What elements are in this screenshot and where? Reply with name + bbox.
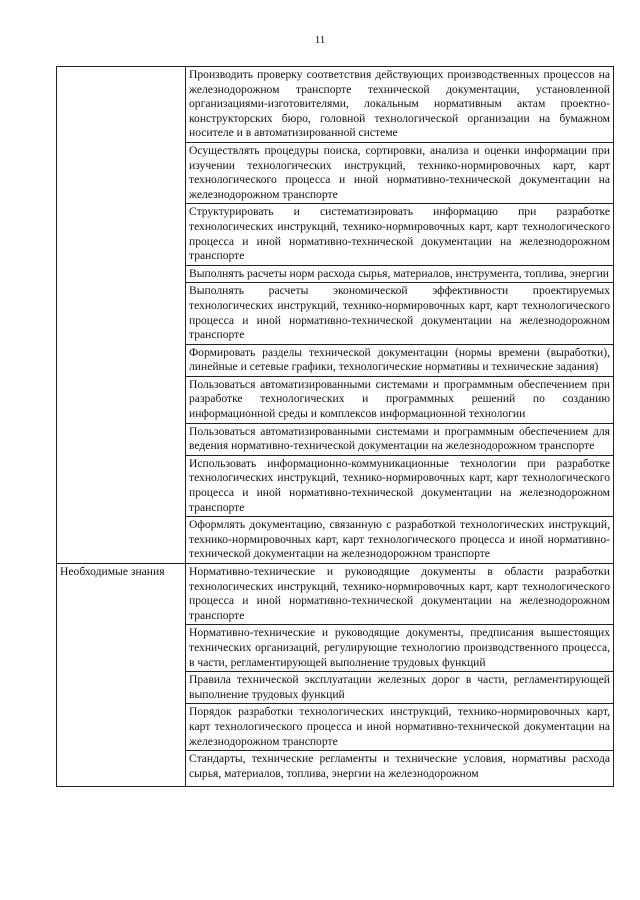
table-row xyxy=(57,67,614,143)
skill-item: Пользоваться автоматизированными системами и программным обеспечением при разработке технологических и программных решений по созданию информационной среды и комплексов информационной технологии xyxy=(186,376,614,423)
skills-label-cell xyxy=(57,67,186,564)
knowledge-item: Нормативно-технические и руководящие документы в области разработки технологических инструкций, технико-нормировочных карт, карт технологического процесса и иной нормативно-технической документации на железнодорожном транспорте xyxy=(186,564,614,625)
skill-item: Выполнять расчеты экономической эффективности проектируемых технологических инструкций, технико-нормировочных карт, карт технологического процесса и иной нормативно-технической документации на железнодорожном транспорте xyxy=(186,283,614,344)
skill-item: Выполнять расчеты норм расхода сырья, материалов, инструмента, топлива, энергии xyxy=(186,265,614,283)
page-number: 11 xyxy=(314,34,326,46)
skill-item: Оформлять документацию, связанную с разработкой технологических инструкций, технико-нормировочных карт, карт технологического процесса и иной нормативно-технической документации на железнодорожном транспорте xyxy=(186,517,614,564)
skill-item: Осуществлять процедуры поиска, сортировки, анализа и оценки информации при изучении технологических инструкций, технико-нормировочных карт, карт технологического процесса и иной нормативно-технической документации на железнодорожном транспорте xyxy=(186,142,614,203)
knowledge-label-cell: Необходимые знания xyxy=(57,564,186,787)
requirements-table xyxy=(56,66,614,787)
knowledge-item: Нормативно-технические и руководящие документы, предписания вышестоящих технических организаций, регулирующие технологию производственного процесса, в части, регламентирующей выполнение трудовых функций xyxy=(186,625,614,672)
skill-item: Формировать разделы технической документации (нормы времени (выработки), линейные и сетевые графики, технологические нормативы и технические задания) xyxy=(186,344,614,376)
knowledge-item: Порядок разработки технологических инструкций, технико-нормировочных карт, карт технологического процесса и иной нормативно-технической документации на железнодорожном транспорте xyxy=(186,704,614,751)
table-row xyxy=(57,564,614,625)
skill-item: Структурировать и систематизировать информацию при разработке технологических инструкций, технико-нормировочных карт, карт технологического процесса и иной нормативно-технической документации на железнодорожном транспорте xyxy=(186,204,614,265)
knowledge-item-partial xyxy=(186,751,614,787)
knowledge-item-text: Стандарты, технические регламенты и технические условия, нормативы расхода сырья, материалов, топлива, энергии на железнодорожном xyxy=(189,752,610,780)
skill-item: Производить проверку соответствия действующих производственных процессов на железнодорожном транспорте технической документации, установленной организациями-изготовителями, локальным нормативным актам проектно-конструкторских бюро, головной технологической организации на бумажном носителе и в автоматизированной системе xyxy=(186,67,614,143)
skill-item: Использовать информационно-коммуникационные технологии при разработке технологических инструкций, технико-нормировочных карт, карт технологического процесса и иной нормативно-технической документации на железнодорожном транспорте xyxy=(186,455,614,516)
skill-item: Пользоваться автоматизированными системами и программным обеспечением для ведения нормативно-технической документации на железнодорожном транспорте xyxy=(186,423,614,455)
knowledge-item: Правила технической эксплуатации железных дорог в части, регламентирующей выполнение трудовых функций xyxy=(186,672,614,704)
